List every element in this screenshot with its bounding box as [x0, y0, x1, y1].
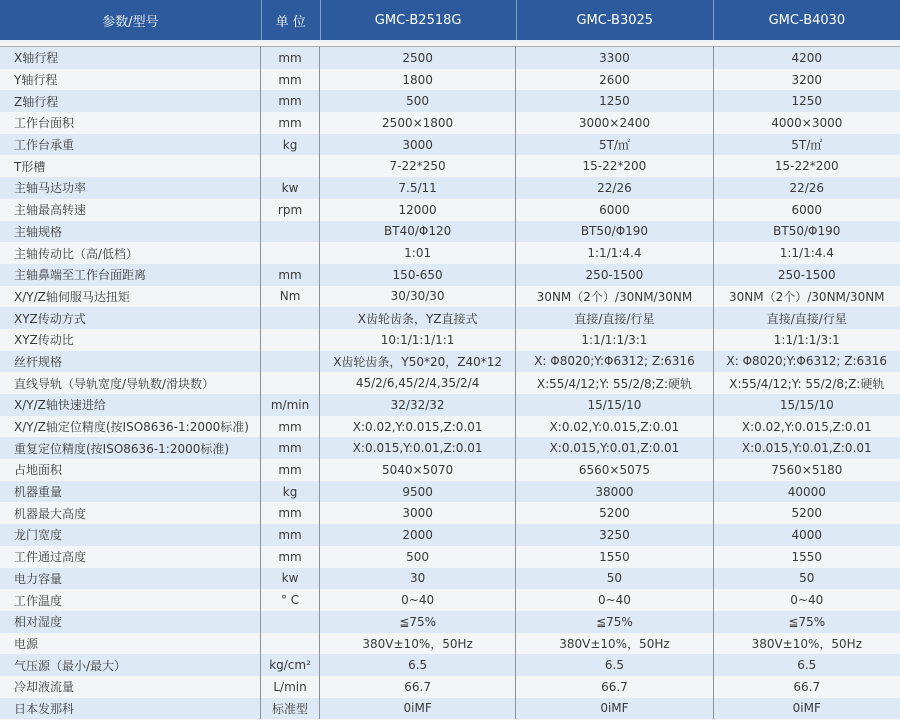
- model-1-cell: X齿轮齿条，YZ直接式: [320, 307, 516, 329]
- model-3-cell: 1550: [791, 549, 823, 564]
- model-3-cell: 1250: [791, 94, 823, 109]
- unit-cell: kg/cm²: [261, 654, 320, 676]
- model-3-cell: 3200: [791, 72, 823, 87]
- param-cell: 丝杆规格: [0, 351, 261, 373]
- model-1-cell: 3000: [320, 134, 516, 156]
- table-row: [0, 307, 900, 329]
- unit-cell: mm: [261, 524, 320, 546]
- model-3-cell: 4000: [791, 527, 823, 542]
- model-2-cell: 6560×5075: [516, 459, 713, 481]
- unit-cell: mm: [261, 90, 320, 112]
- table-row: [0, 134, 900, 156]
- unit-cell: kg: [261, 481, 320, 503]
- model-2-cell: 250-1500: [516, 264, 713, 286]
- model-1-cell: 7.5/11: [320, 177, 516, 199]
- model-3-cell: 15/15/10: [779, 397, 834, 412]
- model-2-cell: 1:1/1:4.4: [516, 242, 713, 264]
- unit-cell: mm: [261, 47, 320, 69]
- unit-cell: mm: [261, 416, 320, 438]
- table-row: [0, 589, 900, 611]
- model-3-cell: 6000: [791, 202, 823, 217]
- model-2-cell: 0~40: [516, 589, 713, 611]
- model-1-cell: X齿轮齿条，Y50*20，Z40*12: [320, 351, 516, 373]
- model-1-cell: 2500×1800: [320, 112, 516, 134]
- model-1-cell: 5040×5070: [320, 459, 516, 481]
- table-row: [0, 524, 900, 546]
- model-2-cell: 15-22*200: [516, 155, 713, 177]
- model-1-cell: 1:01: [320, 242, 516, 264]
- param-cell: Z轴行程: [0, 90, 261, 112]
- table-row: [0, 177, 900, 199]
- model-3-cell: BT50/Φ190: [773, 224, 841, 239]
- param-cell: 工作温度: [0, 589, 261, 611]
- table-row: [0, 437, 900, 459]
- model-1-cell: 32/32/32: [320, 394, 516, 416]
- model-3-cell: X: Φ8020;Y:Φ6312; Z:6316: [726, 354, 888, 369]
- model-2-cell: 22/26: [516, 177, 713, 199]
- unit-cell: [261, 242, 320, 264]
- param-cell: 主轴鼻端至工作台面距离: [0, 264, 261, 286]
- unit-cell: [261, 307, 320, 329]
- param-cell: T形槽: [0, 155, 261, 177]
- table-row: [0, 221, 900, 243]
- table-row: [0, 112, 900, 134]
- header-model-1: GMC-B2518G: [321, 0, 517, 40]
- table-row: [0, 47, 900, 69]
- table-row: [0, 90, 900, 112]
- param-cell: 电力容量: [0, 568, 261, 590]
- model-3-cell: 0iMF: [792, 701, 821, 716]
- model-2-cell: 5200: [516, 502, 713, 524]
- unit-cell: 标准型: [261, 698, 320, 720]
- model-3-cell: 22/26: [789, 180, 825, 195]
- table-row: [0, 546, 900, 568]
- table-row: [0, 199, 900, 221]
- header-model-2: GMC-B3025: [517, 0, 714, 40]
- param-cell: 冷却液流量: [0, 676, 261, 698]
- unit-cell: rpm: [261, 199, 320, 221]
- model-1-cell: 30/30/30: [320, 286, 516, 308]
- unit-cell: [261, 221, 320, 243]
- table-row: [0, 416, 900, 438]
- unit-cell: [261, 633, 320, 655]
- model-3-cell: 4200: [791, 50, 823, 65]
- unit-cell: [261, 155, 320, 177]
- unit-cell: mm: [261, 459, 320, 481]
- model-1-cell: 150-650: [320, 264, 516, 286]
- table-row: [0, 654, 900, 676]
- header-model-3: GMC-B4030: [768, 12, 846, 28]
- model-1-cell: 2000: [320, 524, 516, 546]
- param-cell: Y轴行程: [0, 69, 261, 91]
- model-1-cell: 500: [320, 546, 516, 568]
- param-cell: 龙门宽度: [0, 524, 261, 546]
- model-2-cell: 66.7: [516, 676, 713, 698]
- table-row: [0, 633, 900, 655]
- param-cell: 主轴马达功率: [0, 177, 261, 199]
- model-2-cell: X: Φ8020;Y:Φ6312; Z:6316: [516, 351, 713, 373]
- model-3-cell: 直接/直接/行星: [766, 311, 847, 326]
- param-cell: 气压源（最小/最大）: [0, 654, 261, 676]
- unit-cell: [261, 611, 320, 633]
- param-cell: 机器重量: [0, 481, 261, 503]
- model-2-cell: 3250: [516, 524, 713, 546]
- param-cell: 占地面积: [0, 459, 261, 481]
- table-row: [0, 394, 900, 416]
- table-row: [0, 286, 900, 308]
- param-cell: X/Y/Z轴定位精度(按ISO8636-1:2000标准): [0, 416, 261, 438]
- param-cell: 电源: [0, 633, 261, 655]
- unit-cell: [261, 372, 320, 394]
- model-3-cell: 50: [799, 571, 815, 586]
- unit-cell: Nm: [261, 286, 320, 308]
- model-1-cell: ≦75%: [320, 611, 516, 633]
- table-row: [0, 329, 900, 351]
- model-1-cell: 7-22*250: [320, 155, 516, 177]
- model-3-cell: 380V±10%，50Hz: [751, 636, 862, 651]
- model-3-cell: 5T/㎡: [791, 138, 823, 153]
- model-2-cell: 50: [516, 568, 713, 590]
- model-3-cell: 0~40: [790, 593, 824, 608]
- model-2-cell: 1550: [516, 546, 713, 568]
- model-2-cell: 1:1/1:1/3:1: [516, 329, 713, 351]
- unit-cell: mm: [261, 437, 320, 459]
- param-cell: 相对湿度: [0, 611, 261, 633]
- table-row: [0, 611, 900, 633]
- table-row: [0, 481, 900, 503]
- model-3-cell: 4000×3000: [771, 115, 843, 130]
- unit-cell: kw: [261, 568, 320, 590]
- param-cell: 直线导轨（导轨宽度/导轨数/滑块数）: [0, 372, 261, 394]
- table-row: [0, 242, 900, 264]
- model-2-cell: 1250: [516, 90, 713, 112]
- unit-cell: mm: [261, 112, 320, 134]
- unit-cell: mm: [261, 69, 320, 91]
- param-cell: XYZ传动比: [0, 329, 261, 351]
- model-1-cell: 30: [320, 568, 516, 590]
- model-2-cell: 6000: [516, 199, 713, 221]
- model-2-cell: 2600: [516, 69, 713, 91]
- model-3-cell: 15-22*200: [774, 159, 839, 174]
- model-2-cell: 3000×2400: [516, 112, 713, 134]
- model-2-cell: X:0.02,Y:0.015,Z:0.01: [516, 416, 713, 438]
- unit-cell: mm: [261, 546, 320, 568]
- model-1-cell: 12000: [320, 199, 516, 221]
- model-3-cell: X:0.02,Y:0.015,Z:0.01: [741, 419, 872, 434]
- param-cell: 日本发那科: [0, 698, 261, 720]
- model-3-cell: 7560×5180: [771, 462, 843, 477]
- model-1-cell: 380V±10%，50Hz: [320, 633, 516, 655]
- model-1-cell: 6.5: [320, 654, 516, 676]
- model-1-cell: 3000: [320, 502, 516, 524]
- model-1-cell: X:0.02,Y:0.015,Z:0.01: [320, 416, 516, 438]
- header-unit: 单 位: [262, 0, 321, 40]
- param-cell: X/Y/Z轴伺服马达扭矩: [0, 286, 261, 308]
- table-row: [0, 459, 900, 481]
- model-1-cell: 9500: [320, 481, 516, 503]
- model-3-cell: 1:1/1:4.4: [779, 246, 834, 261]
- table-row: [0, 69, 900, 91]
- model-3-cell: 6.5: [797, 658, 817, 673]
- model-3-cell: ≦75%: [788, 614, 826, 629]
- table-header: [0, 0, 900, 40]
- model-1-cell: 2500: [320, 47, 516, 69]
- model-1-cell: X:0.015,Y:0.01,Z:0.01: [320, 437, 516, 459]
- model-2-cell: X:0.015,Y:0.01,Z:0.01: [516, 437, 713, 459]
- model-2-cell: 3300: [516, 47, 713, 69]
- model-1-cell: 1800: [320, 69, 516, 91]
- model-3-cell: 250-1500: [777, 267, 836, 282]
- unit-cell: mm: [261, 502, 320, 524]
- unit-cell: kg: [261, 134, 320, 156]
- unit-cell: [261, 329, 320, 351]
- model-1-cell: 0iMF: [320, 698, 516, 720]
- unit-cell: [261, 351, 320, 373]
- param-cell: X轴行程: [0, 47, 261, 69]
- model-3-cell: 5200: [791, 506, 823, 521]
- model-3-cell: X:0.015,Y:0.01,Z:0.01: [741, 441, 872, 456]
- param-cell: 主轴规格: [0, 221, 261, 243]
- table-row: [0, 568, 900, 590]
- model-2-cell: X:55/4/12;Y: 55/2/8;Z:硬轨: [516, 372, 713, 394]
- model-2-cell: ≦75%: [516, 611, 713, 633]
- param-cell: 主轴传动比（高/低档）: [0, 242, 261, 264]
- param-cell: 工作台面积: [0, 112, 261, 134]
- header-param: 参数/型号: [0, 0, 262, 40]
- model-2-cell: 30NM（2个）/30NM/30NM: [516, 286, 713, 308]
- model-2-cell: BT50/Φ190: [516, 221, 713, 243]
- table-body: [0, 47, 900, 719]
- model-2-cell: 0iMF: [516, 698, 713, 720]
- param-cell: XYZ传动方式: [0, 307, 261, 329]
- model-2-cell: 38000: [516, 481, 713, 503]
- model-1-cell: BT40/Φ120: [320, 221, 516, 243]
- model-2-cell: 直接/直接/行星: [516, 307, 713, 329]
- table-row: [0, 351, 900, 373]
- model-1-cell: 500: [320, 90, 516, 112]
- header-divider: [0, 40, 900, 47]
- unit-cell: mm: [261, 264, 320, 286]
- param-cell: 主轴最高转速: [0, 199, 261, 221]
- table-row: [0, 155, 900, 177]
- table-row: [0, 676, 900, 698]
- model-3-cell: 66.7: [793, 679, 821, 694]
- model-2-cell: 380V±10%，50Hz: [516, 633, 713, 655]
- table-row: [0, 698, 900, 720]
- model-1-cell: 66.7: [320, 676, 516, 698]
- param-cell: X/Y/Z轴快速进给: [0, 394, 261, 416]
- model-1-cell: 0~40: [320, 589, 516, 611]
- model-2-cell: 5T/㎡: [516, 134, 713, 156]
- model-2-cell: 6.5: [516, 654, 713, 676]
- model-2-cell: 15/15/10: [516, 394, 713, 416]
- param-cell: 机器最大高度: [0, 502, 261, 524]
- param-cell: 重复定位精度(按ISO8636-1:2000标准): [0, 437, 261, 459]
- table-row: [0, 502, 900, 524]
- model-1-cell: 10:1/1:1/1:1: [320, 329, 516, 351]
- model-3-cell: 40000: [787, 484, 826, 499]
- unit-cell: m/min: [261, 394, 320, 416]
- unit-cell: ° C: [261, 589, 320, 611]
- param-cell: 工件通过高度: [0, 546, 261, 568]
- param-cell: 工作台承重: [0, 134, 261, 156]
- model-3-cell: 1:1/1:1/3:1: [773, 332, 840, 347]
- table-row: [0, 372, 900, 394]
- model-3-cell: 30NM（2个）/30NM/30NM: [729, 289, 885, 304]
- table-row: [0, 264, 900, 286]
- unit-cell: L/min: [261, 676, 320, 698]
- model-3-cell: X:55/4/12;Y: 55/2/8;Z:硬轨: [729, 376, 885, 391]
- model-1-cell: 45/2/6,45/2/4,35/2/4: [320, 372, 516, 394]
- unit-cell: kw: [261, 177, 320, 199]
